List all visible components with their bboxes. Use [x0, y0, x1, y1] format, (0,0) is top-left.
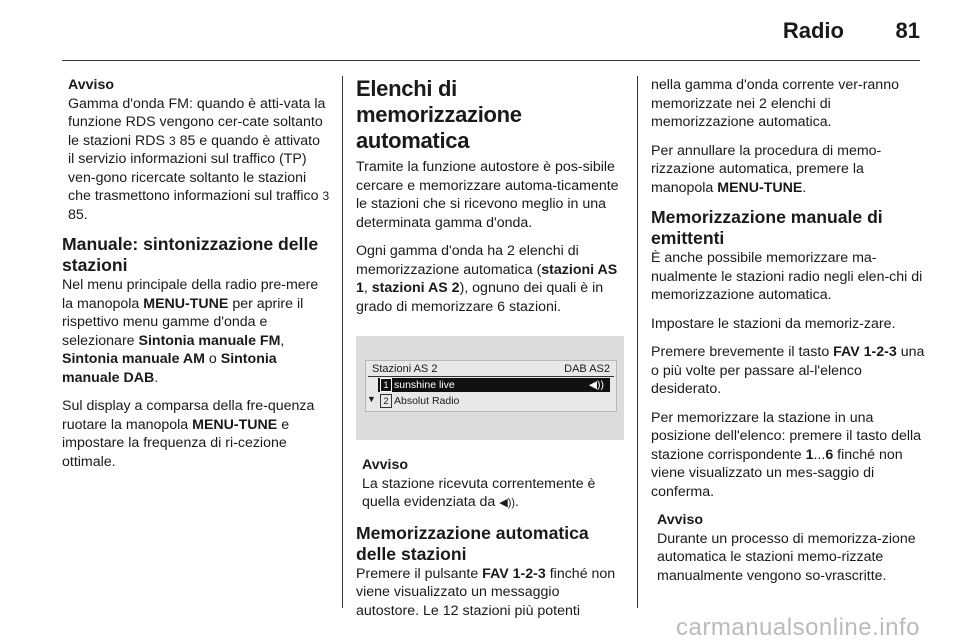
list-name: stazioni AS 1: [356, 261, 618, 296]
menu-item-name: Sintonia manuale AM: [62, 351, 205, 367]
column-divider: [637, 76, 638, 608]
text: e impostare la frequenza di ri-cezione ottimale.: [62, 416, 290, 470]
column-left: [62, 76, 330, 481]
text: ), ognuno dei quali è in grado di memorizzare 6 stazioni.: [356, 280, 604, 315]
paragraph: Tramite la funzione autostore è pos-sibile cercare e memorizzare automa-ticamente le stazioni che si ricevono meglio in una determinata gamma d'onda.: [356, 159, 619, 231]
text: Premere il pulsante: [356, 565, 483, 582]
section-heading: Memorizzazione automatica delle stazioni: [356, 522, 589, 564]
text: finché non viene visualizzato un messaggio autostore. Le 12 stazioni più potenti: [356, 565, 616, 619]
display-row: [378, 394, 610, 408]
display-divider: [368, 376, 614, 377]
station-index: 2: [380, 394, 392, 408]
display-band: DAB AS2: [564, 363, 610, 375]
section-heading: Memorizzazione manuale di emittenti: [651, 207, 883, 248]
text: Ogni gamma d'onda ha 2 elenchi di memorizzazione automatica (: [356, 243, 579, 278]
chapter-heading: Elenchi di memorizzazione automatica: [356, 76, 522, 153]
header-divider: [62, 60, 920, 61]
note-text: [362, 475, 624, 513]
speaker-icon: ◀)): [499, 497, 516, 509]
page-number: 81: [895, 18, 920, 43]
menu-item-name: Sintonia manuale DAB: [62, 351, 277, 386]
paragraph: [62, 397, 330, 471]
paragraph: [62, 276, 330, 387]
speaker-icon: ◀)): [588, 379, 604, 391]
list-name: stazioni AS 2: [371, 280, 460, 296]
column-right: [651, 76, 927, 595]
note-text-part: 85 e quando è attivato il servizio informazioni sul traffico (TP) ven-gono ricercate soltanto le stazioni che trasmettono informazioni sul traffico: [68, 132, 323, 204]
column-divider: [342, 76, 343, 608]
note-text: Durante un processo di memorizza-zione automatica le stazioni memo-rizzate manualmente vengono so-vrascritte.: [657, 530, 916, 584]
radio-display: [365, 360, 617, 412]
text: una o più volte per passare al-l'elenco desiderato.: [651, 344, 925, 397]
note-text-part: 85.: [68, 206, 88, 223]
text: Per memorizzare la stazione in una posizione dell'elenco: premere il tasto della stazione corrispondente: [651, 409, 922, 463]
control-name: MENU-TUNE: [143, 295, 229, 312]
note-text-part: Gamma d'onda FM: quando è atti-vata la funzione RDS vengono cer-cate soltanto le stazioni RDS: [68, 95, 326, 149]
text: La stazione ricevuta correntemente è quella evidenziata da: [362, 475, 596, 510]
text: Nel menu principale della radio pre-mere la manopola: [62, 277, 319, 312]
scroll-down-arrow-icon: ▼: [367, 394, 376, 404]
note-box: [651, 511, 927, 585]
text: finché non viene visualizzato un mes-saggio di conferma.: [651, 446, 903, 500]
note-title: Avviso: [68, 77, 114, 93]
text: ,: [363, 280, 372, 296]
button-name: FAV 1-2-3: [833, 344, 897, 360]
button-name: FAV 1-2-3: [482, 565, 546, 582]
menu-item-name: Sintonia manuale FM: [138, 332, 281, 349]
page-header: [0, 0, 960, 62]
control-name: MENU-TUNE: [192, 416, 278, 433]
note-box: [62, 76, 330, 224]
page-ref-arrow-icon: 3: [322, 189, 330, 203]
station-index: 1: [380, 378, 392, 392]
text: o: [204, 351, 221, 367]
note-title: Avviso: [657, 512, 703, 528]
paragraph: [356, 242, 624, 316]
text: Premere brevemente il tasto: [651, 344, 834, 360]
paragraph: [651, 343, 927, 399]
paragraph: [651, 142, 927, 198]
text: .: [154, 369, 159, 386]
page-section-title: Radio: [782, 18, 844, 43]
paragraph: nella gamma d'onda corrente ver-ranno memorizzate nei 2 elenchi di memorizzazione automatica.: [651, 77, 899, 130]
section-heading: Manuale: sintonizzazione delle stazioni: [62, 234, 319, 275]
paragraph: [356, 565, 624, 621]
text: per aprire il rispettivo menu gamme d'onda e selezionare: [62, 295, 304, 349]
text: ...: [813, 446, 826, 463]
display-illustration: [356, 336, 624, 440]
station-name: Absolut Radio: [394, 395, 460, 407]
text: .: [802, 179, 807, 196]
text: Per annullare la procedura di memo-rizzazione automatica, premere la manopola: [651, 142, 882, 196]
paragraph: [651, 409, 927, 502]
button-name: 6: [825, 446, 834, 463]
note-title: Avviso: [362, 457, 408, 473]
note-text: [68, 95, 330, 225]
display-row-selected: [378, 378, 610, 392]
paragraph: Impostare le stazioni da memoriz-zare.: [651, 315, 896, 332]
display-title: Stazioni AS 2: [372, 363, 438, 375]
note-box: [356, 456, 624, 513]
column-middle: [356, 76, 624, 630]
station-name: sunshine live: [394, 379, 455, 391]
button-name: 1: [805, 446, 814, 463]
watermark: carmanualsonline.info: [676, 614, 920, 641]
control-name: MENU-TUNE: [717, 179, 803, 196]
text: ,: [280, 332, 285, 349]
paragraph: È anche possibile memorizzare ma-nualmente le stazioni radio negli elen-chi di memorizzazione automatica.: [651, 250, 923, 303]
text: .: [515, 494, 519, 510]
page-ref-arrow-icon: 3: [168, 133, 176, 148]
text: Sul display a comparsa della fre-quenza ruotare la manopola: [62, 398, 315, 433]
